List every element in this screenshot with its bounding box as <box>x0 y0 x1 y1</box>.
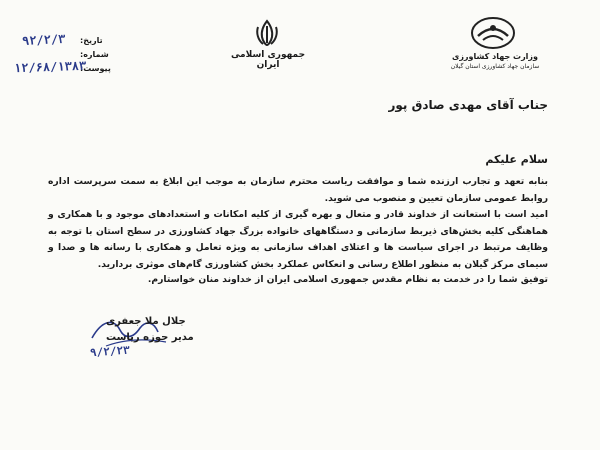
handwritten-date: ۹۲/۲/۳ <box>21 31 66 49</box>
iran-emblem-icon <box>252 18 282 48</box>
ministry-subtitle: سازمان جهاد کشاورزی استان گیلان <box>450 63 540 70</box>
signature-date: ۹/۲/۲۳ <box>89 343 131 360</box>
ministry-logo-icon <box>470 16 516 50</box>
handwritten-number: ۱۲/۶۸/۱۳۸۳ <box>13 58 87 76</box>
paragraph-1: بنابه تعهد و تجارب ارزنده شما و موافقت ریاست محترم سازمان به موجب این ابلاغ به سمت سرپرست اداره روابط عمومی سازمان تعیین و منصوب می شوید. <box>48 176 548 204</box>
government-name: جمهوری اسلامی ایران <box>230 50 306 70</box>
number-label: شماره: <box>80 50 109 59</box>
signatory-name: جلال ملا جعفری <box>106 316 186 327</box>
signatory-title: مدیر حوزه ریاست <box>106 332 194 343</box>
greeting: سلام علیکم <box>485 153 548 166</box>
paragraph-2: امید است با استعانت از خداوند قادر و متعال و بهره گیری از کلیه امکانات و استعدادهای موجود و با همکاری و هماهنگی کلیه بخش‌های ذیربط سازمانی و دستگاههای خانواده بزرگ جهاد کشاورزی در سطح استان با توجه به وظایف مرتبط در اجرای سیاست ها و اعتلای اهداف سازمانی به ویژه تعامل و همکاری با رسانه ها و صدا و سیمای مرکز گیلان به منظور اطلاع رسانی و انعکاس عملکرد بخش کشاورزی گام‌های موثری بردارید. <box>48 209 548 270</box>
ministry-title: وزارت جهاد کشاورزی <box>451 52 538 61</box>
date-label: تاریخ: <box>80 36 103 45</box>
attachment-label: پیوست: <box>80 64 111 73</box>
ministry-name <box>440 52 550 72</box>
recipient: جناب آقای مهدی صادق پور <box>388 98 548 112</box>
closing-sentence: توفیق شما را در خدمت به نظام مقدس جمهوری اسلامی ایران از خداوند منان خواستارم. <box>147 274 548 285</box>
